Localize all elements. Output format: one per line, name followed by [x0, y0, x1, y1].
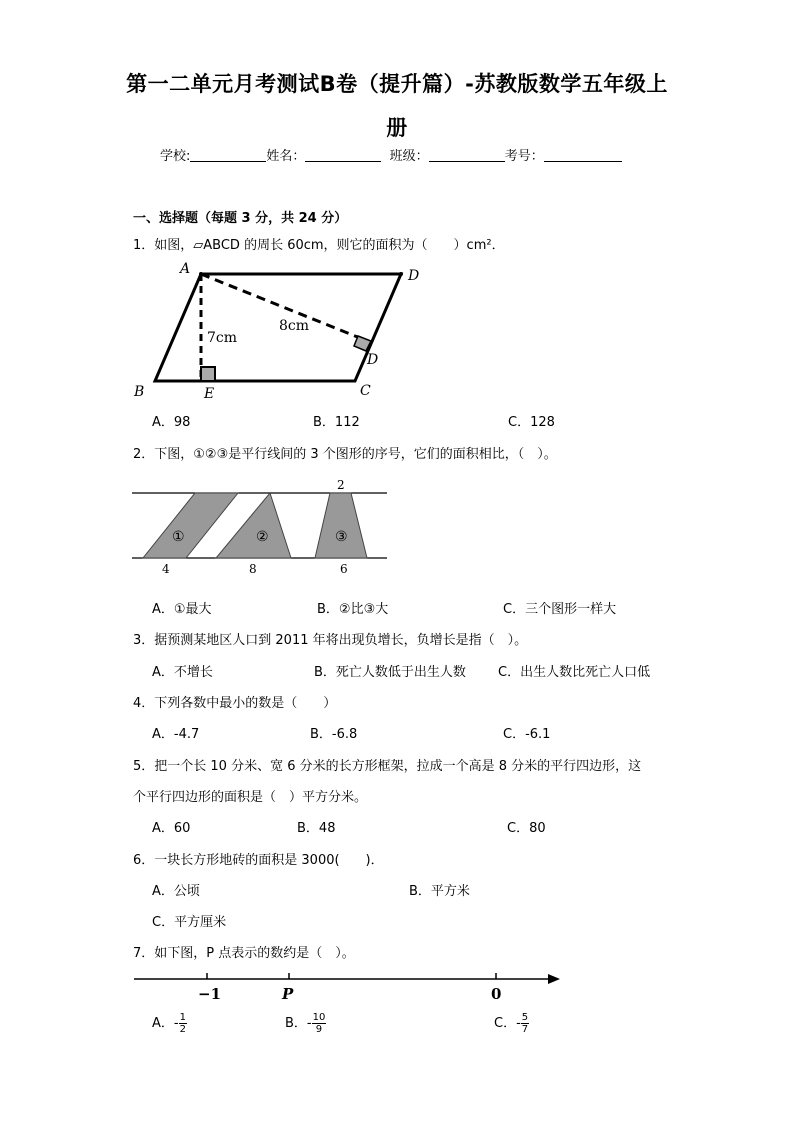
- title-line-1: 第一二单元月考测试B卷（提升篇）-苏教版数学五年级上: [126, 72, 668, 96]
- number-line-figure: [130, 966, 566, 1006]
- school-blank[interactable]: [190, 148, 266, 162]
- point-d: [399, 272, 403, 276]
- question-5-stem-line-1: 5．把一个长 10 分米、宽 6 分米的长方形框架，拉成一个高是 8 分米的平行四边形，这: [133, 759, 642, 774]
- shape-3-label: ③: [335, 529, 348, 545]
- fraction-numerator: 5: [521, 1012, 529, 1023]
- point-a: [199, 272, 203, 276]
- right-angle-e: [201, 367, 215, 381]
- q7-option-b[interactable]: [285, 1012, 326, 1035]
- shape-3: [315, 493, 367, 558]
- label-c: C: [360, 383, 371, 399]
- name-blank[interactable]: [305, 148, 381, 162]
- q3-option-b[interactable]: B．死亡人数低于出生人数: [314, 665, 466, 680]
- fraction-numerator: 1: [179, 1012, 186, 1023]
- q7-option-a-fraction: [179, 1012, 187, 1035]
- title-line-2: 册: [386, 116, 408, 140]
- q4-option-a[interactable]: A．-4.7: [152, 727, 200, 742]
- top-length-label: 2: [337, 478, 345, 492]
- name-label: 姓名：: [266, 149, 306, 164]
- q7-option-c[interactable]: [494, 1012, 529, 1035]
- label-8cm: 8cm: [279, 318, 310, 334]
- label-minus-one: −1: [198, 985, 222, 1003]
- question-3-stem: 3．据预测某地区人口到 2011 年将出现负增长，负增长是指（ ）。: [133, 633, 528, 648]
- q2-option-b[interactable]: B．②比③大: [317, 602, 389, 617]
- q7-option-b-prefix: B．-: [285, 1016, 312, 1031]
- exam-no-blank[interactable]: [544, 148, 622, 162]
- class-blank[interactable]: [429, 148, 505, 162]
- q6-option-a[interactable]: A．公顷: [152, 884, 200, 899]
- fraction-numerator: 10: [312, 1012, 326, 1023]
- q6-option-b[interactable]: B．平方米: [409, 884, 470, 899]
- q5-option-b[interactable]: B．48: [297, 821, 336, 836]
- q5-option-c[interactable]: C．80: [507, 821, 546, 836]
- label-zero: 0: [491, 985, 502, 1003]
- q7-option-a-prefix: A．-: [152, 1016, 179, 1031]
- question-6-stem: 6．一块长方形地砖的面积是 3000( )．: [133, 853, 384, 868]
- q7-option-c-fraction: [521, 1012, 529, 1035]
- q2-option-a[interactable]: A．①最大: [152, 602, 212, 617]
- shape-2-label: ②: [256, 529, 269, 545]
- class-label: 班级：: [389, 149, 429, 164]
- q5-option-a[interactable]: A．60: [152, 821, 191, 836]
- q3-option-c[interactable]: C．出生人数比死亡人口低: [498, 665, 651, 680]
- school-label: 学校:: [160, 149, 191, 164]
- fraction-denominator: 9: [315, 1024, 323, 1035]
- parallel-lines-figure: [130, 476, 392, 580]
- q1-option-a[interactable]: A．98: [152, 415, 191, 430]
- label-b: B: [134, 384, 145, 400]
- section-heading: 一、选择题（每题 3 分，共 24 分）: [133, 211, 348, 226]
- label-7cm: 7cm: [207, 330, 238, 346]
- shape-1-label: ①: [172, 529, 185, 545]
- q1-option-b[interactable]: B．112: [313, 415, 360, 430]
- label-d-foot: D: [367, 352, 379, 368]
- q2-option-c[interactable]: C．三个图形一样大: [503, 602, 617, 617]
- q7-option-b-fraction: [312, 1012, 327, 1035]
- question-5-stem-line-2: 个平行四边形的面积是（ ）平方分米。: [133, 790, 368, 805]
- label-d-top: D: [408, 268, 420, 284]
- question-4-stem: 4．下列各数中最小的数是（ ）: [133, 696, 337, 711]
- fraction-denominator: 7: [521, 1024, 529, 1035]
- label-p: P: [282, 985, 294, 1003]
- q4-option-b[interactable]: B．-6.8: [310, 727, 358, 742]
- q7-option-a[interactable]: [152, 1012, 187, 1035]
- exam-no-label: 考号：: [504, 149, 544, 164]
- question-7-stem: 7．如下图，P 点表示的数约是（ ）。: [133, 946, 355, 961]
- label-a: A: [180, 261, 191, 277]
- parallelogram-abcd: [155, 274, 401, 381]
- question-1-stem: 1．如图，▱ABCD 的周长 60cm，则它的面积为（ ）cm²．: [133, 238, 505, 253]
- q3-option-a[interactable]: A．不增长: [152, 665, 213, 680]
- fraction-denominator: 2: [179, 1024, 186, 1035]
- label-e: E: [204, 386, 215, 402]
- arrow-head-icon: [548, 974, 560, 984]
- question-2-stem: 2．下图，①②③是平行线间的 3 个图形的序号，它们的面积相比，（ ）。: [133, 447, 557, 462]
- parallelogram-figure: [130, 258, 430, 406]
- bottom-length-1: 4: [162, 562, 170, 576]
- bottom-length-2: 8: [249, 562, 257, 576]
- q4-option-c[interactable]: C．-6.1: [503, 727, 551, 742]
- q6-option-c[interactable]: C．平方厘米: [152, 915, 227, 930]
- bottom-length-3: 6: [340, 562, 348, 576]
- student-info-row: [160, 145, 622, 164]
- q1-option-c[interactable]: C．128: [508, 415, 555, 430]
- q7-option-c-prefix: C．-: [494, 1016, 521, 1031]
